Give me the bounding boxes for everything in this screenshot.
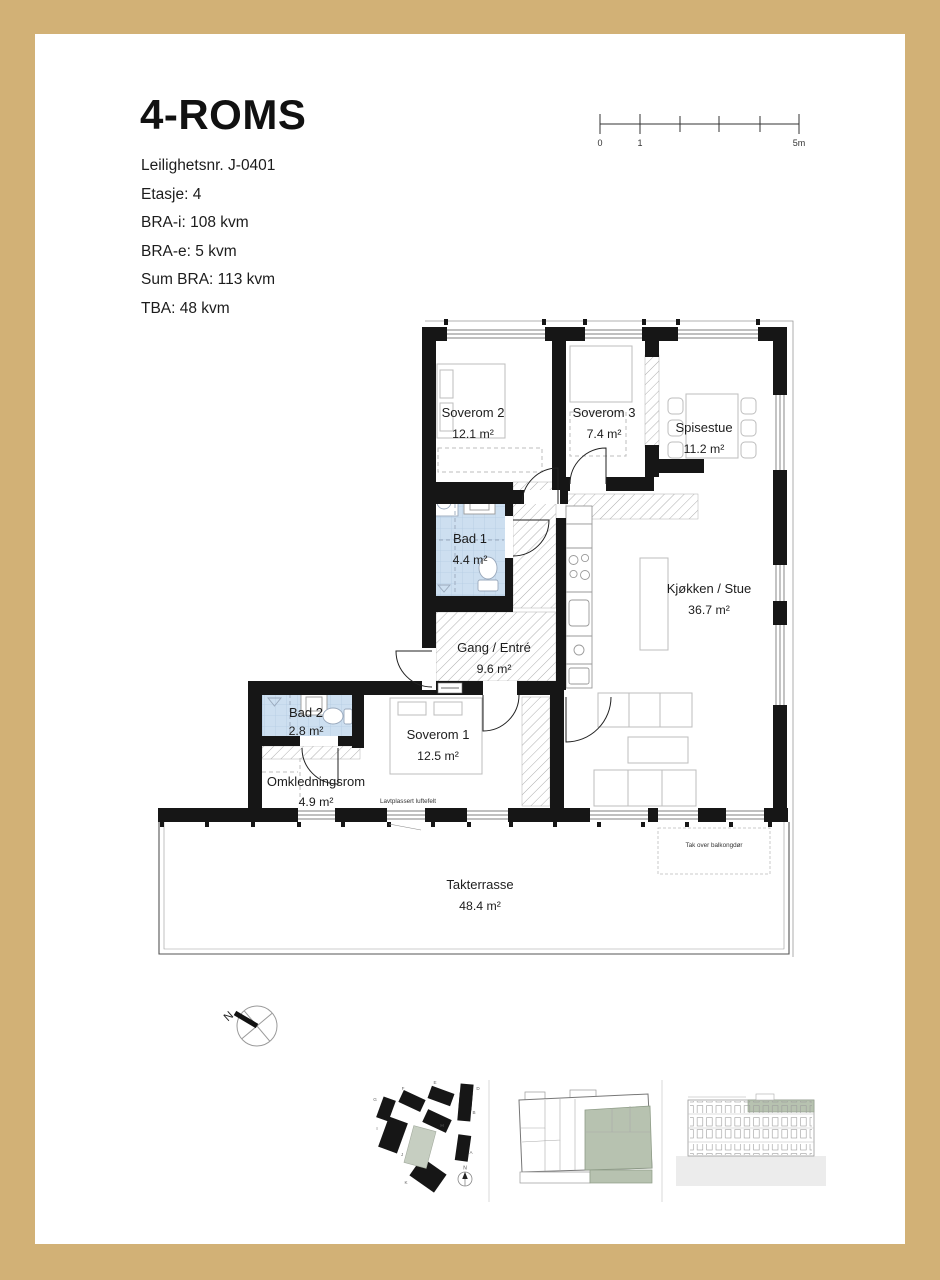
site-letter-b: B [472,1110,476,1115]
scale-label-0: 0 [597,138,603,148]
room-label-soverom1: Soverom 1 [406,727,470,742]
site-letter-d: D [476,1086,480,1091]
note-roof: Tak over balkongdør [685,842,743,849]
window-bottom-2 [467,808,508,822]
door-soverom1 [483,695,519,731]
site-letter-f: F [401,1086,405,1091]
compass [235,1006,277,1046]
brochure-sheet [35,34,905,1244]
room-label-soverom3: Soverom 3 [572,405,636,420]
site-plan [373,1080,480,1193]
site-building-highlighted [404,1126,436,1169]
coffee-table [628,737,688,763]
room-area-soverom1: 12.5 m² [417,749,459,763]
site-letter-j: J [400,1152,404,1157]
scale-bar [600,114,799,134]
page-title: 4-ROMS [140,91,307,138]
balcony-door [590,808,648,822]
building-elevation [676,1094,826,1186]
kitchen-island [640,558,668,650]
site-letter-g: G [373,1097,377,1102]
toilet-bad2 [323,708,343,724]
site-compass [458,1166,472,1187]
bed-soverom3 [570,346,632,402]
site-letter-k: K [404,1180,408,1185]
roof-over-balcony-door-outline [658,828,770,874]
site-letter-a: A [469,1150,473,1155]
window-right-2 [773,565,787,601]
room-area-bad2: 2.8 m² [288,724,324,738]
room-label-omkled: Omkledningsrom [266,774,366,789]
room-area-soverom2: 12.1 m² [452,427,494,441]
detail-tba: TBA: 48 kvm [141,299,230,317]
scale-label-5m: 5m [792,138,806,148]
site-letter-i: I [376,1126,378,1131]
detail-bra-i: BRA-i: 108 kvm [141,214,249,232]
stove-burner [569,556,578,565]
terrace-column-ticks [160,822,772,827]
key-plan [519,1090,652,1183]
kitchen-counter [566,506,592,688]
window-top-1 [447,327,545,341]
room-area-gang: 9.6 m² [476,662,512,676]
room-area-terrasse: 48.4 m² [459,899,501,913]
window-top-3 [678,327,758,341]
vent-label-box [438,683,462,693]
window-bottom-1 [298,808,335,822]
room-label-soverom2: Soverom 2 [441,405,505,420]
kitchen-sink [569,600,589,626]
room-label-gang: Gang / Entré [457,640,531,655]
room-area-bad1: 4.4 m² [452,553,488,567]
room-label-kjokken: Kjøkken / Stue [666,581,752,596]
wardrobe-soverom2 [438,448,542,472]
site-compass-north: N [463,1165,467,1172]
compass-north-label: N [221,1009,237,1025]
window-right-1 [773,395,787,470]
window-bottom-vent [387,808,425,830]
room-label-terrasse: Takterrasse [446,877,514,892]
window-top-2 [585,327,642,341]
detail-sum-bra: Sum BRA: 113 kvm [141,271,276,289]
room-area-kjokken: 36.7 m² [688,603,730,617]
key-plan-highlighted-apartment [585,1106,652,1170]
window-right-3 [773,625,787,705]
window-bottom-3 [658,808,698,822]
sofa-1 [598,693,692,727]
room-label-bad1: Bad 1 [453,531,487,546]
detail-bra-e: BRA-e: 5 kvm [141,242,237,260]
room-area-spisestue: 11.2 m² [683,442,725,456]
detail-apartment-number: Leilighetsnr. J-0401 [141,157,276,174]
sofa-2 [594,770,696,806]
note-vent: Lavtplassert luftefelt [379,798,437,805]
room-label-bad2: Bad 2 [289,705,323,720]
room-area-omkled: 4.9 m² [298,795,334,809]
detail-floor: Etasje: 4 [141,185,202,203]
window-bottom-4 [726,808,764,822]
parapet-ticks [444,319,760,325]
site-letter-e: E [433,1080,437,1085]
site-letter-h: H [440,1123,444,1128]
room-area-soverom3: 7.4 m² [586,427,622,441]
room-label-spisestue: Spisestue [675,420,733,435]
scale-label-1: 1 [637,138,643,148]
